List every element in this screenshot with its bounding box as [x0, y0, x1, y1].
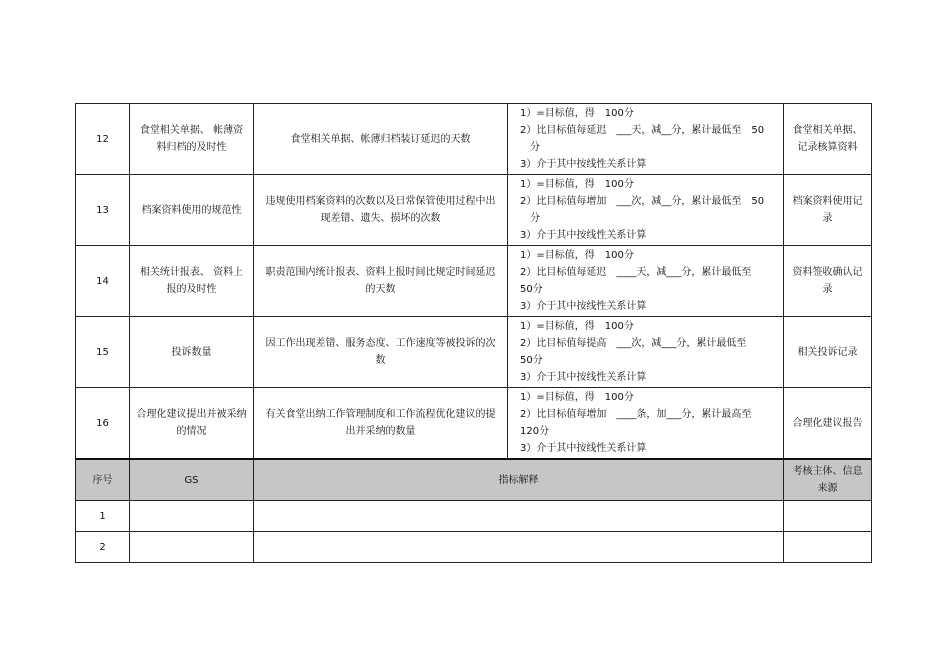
- kpi-rows: [76, 104, 872, 563]
- indicator-explanation: 有关食堂出纳工作管理制度和工作流程优化建议的提出并采纳的数量: [254, 388, 508, 460]
- scoring-rule-line: 120分: [520, 426, 550, 437]
- scoring-rule-line: 1）=目标值，得 100分: [520, 179, 634, 190]
- row-number: 16: [76, 388, 130, 460]
- scoring-rule-line: 3）介于其中按线性关系计算: [520, 443, 647, 454]
- scoring-rules: [508, 388, 784, 460]
- empty-cell: [784, 532, 872, 563]
- scoring-rules: [508, 317, 784, 388]
- scoring-rule-line: 2）比目标值每延迟 ____天，减___分，累计最低至: [520, 267, 752, 278]
- scoring-rules: [508, 175, 784, 246]
- indicator-explanation: 因工作出现差错、服务态度、工作速度等被投诉的次数: [254, 317, 508, 388]
- indicator-name: 投诉数量: [130, 317, 254, 388]
- table-header-row: [76, 459, 872, 501]
- table-row: [76, 175, 872, 246]
- row-number: 15: [76, 317, 130, 388]
- indicator-name: 食堂相关单据、 帐薄资料归档的及时性: [130, 104, 254, 175]
- kpi-table-sheet: [75, 103, 871, 563]
- scoring-rule-line: 2）比目标值每延迟 ___天，减__分，累计最低至 50: [520, 125, 765, 136]
- indicator-name: 相关统计报表、 资料上报的及时性: [130, 246, 254, 317]
- table-row: [76, 532, 872, 563]
- scoring-rule-line: 1）=目标值，得 100分: [520, 108, 634, 119]
- indicator-explanation: 职责范围内统计报表、资料上报时间比规定时间延迟的天数: [254, 246, 508, 317]
- indicator-name: 合理化建议提出并被采纳的情况: [130, 388, 254, 460]
- header-no: 序号: [76, 459, 130, 501]
- row-number: 12: [76, 104, 130, 175]
- scoring-rule-line: 3）介于其中按线性关系计算: [520, 372, 647, 383]
- empty-cell: [254, 532, 784, 563]
- scoring-rule-line: 2）比目标值每增加 ___次，减__分，累计最低至 50: [520, 196, 765, 207]
- table-row: [76, 246, 872, 317]
- empty-cell: [130, 532, 254, 563]
- empty-cell: [254, 501, 784, 532]
- table-row: [76, 501, 872, 532]
- info-source: 合理化建议报告: [784, 388, 872, 460]
- info-source: 食堂相关单据、记录核算资料: [784, 104, 872, 175]
- empty-cell: [784, 501, 872, 532]
- info-source: 资料签收确认记录: [784, 246, 872, 317]
- scoring-rule-line: 1）=目标值，得 100分: [520, 392, 634, 403]
- header-gs: GS: [130, 459, 254, 501]
- header-source: 考核主体、信息来源: [784, 459, 872, 501]
- row-number: 14: [76, 246, 130, 317]
- row-number: 2: [76, 532, 130, 563]
- info-source: 相关投诉记录: [784, 317, 872, 388]
- scoring-rule-line: 2）比目标值每增加 ____条，加___分，累计最高至: [520, 409, 752, 420]
- scoring-rule-line: 1）=目标值，得 100分: [520, 250, 634, 261]
- scoring-rule-line: 2）比目标值每提高 ___次，减___分，累计最低至: [520, 338, 747, 349]
- table-row: [76, 317, 872, 388]
- scoring-rules: [508, 104, 784, 175]
- indicator-explanation: 食堂相关单据、帐薄归档装订延迟的天数: [254, 104, 508, 175]
- scoring-rule-line: 3）介于其中按线性关系计算: [520, 301, 647, 312]
- info-source: 档案资料使用记录: [784, 175, 872, 246]
- scoring-rule-line: 3）介于其中按线性关系计算: [520, 230, 647, 241]
- scoring-rules: [508, 246, 784, 317]
- indicator-explanation: 违规使用档案资料的次数以及日常保管使用过程中出现差错、遗失、损坏的次数: [254, 175, 508, 246]
- scoring-rule-line: 分: [520, 142, 540, 153]
- empty-cell: [130, 501, 254, 532]
- kpi-table: [75, 103, 872, 563]
- row-number: 1: [76, 501, 130, 532]
- scoring-rule-line: 3）介于其中按线性关系计算: [520, 159, 647, 170]
- scoring-rule-line: 1）=目标值，得 100分: [520, 321, 634, 332]
- row-number: 13: [76, 175, 130, 246]
- scoring-rule-line: 50分: [520, 355, 543, 366]
- indicator-name: 档案资料使用的规范性: [130, 175, 254, 246]
- header-explanation: 指标解释: [254, 459, 784, 501]
- table-row: [76, 104, 872, 175]
- scoring-rule-line: 50分: [520, 284, 543, 295]
- table-row: [76, 388, 872, 460]
- scoring-rule-line: 分: [520, 213, 540, 224]
